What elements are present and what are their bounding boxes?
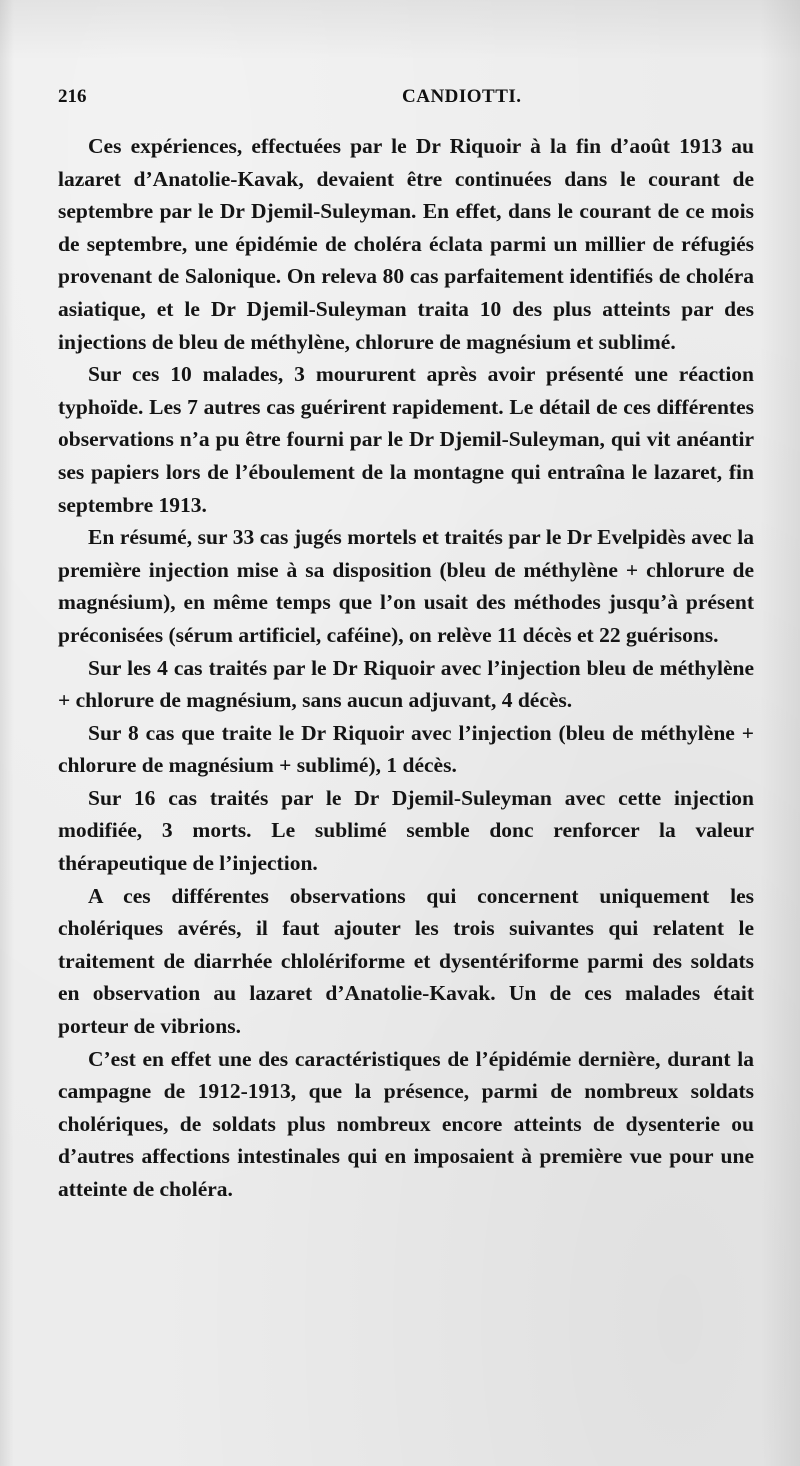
body-text (58, 130, 754, 1206)
paragraph-1: Ces expériences, effectuées par le Dr Riquoir à la fin d’août 1913 au lazaret d’Anatolie-Kavak, devaient être continuées dans le courant de septembre par le Dr Djemil-Suleyman. En effet, dans le courant de ce mois de septembre, une épidémie de choléra éclata parmi un millier de réfugiés provenant de Salonique. On releva 80 cas parfaitement identifiés de choléra asiatique, et le Dr Djemil-Suleyman traita 10 des plus atteints par des injections de bleu de méthylène, chlorure de magnésium et sublimé. (58, 134, 754, 354)
paragraph-5: Sur 8 cas que traite le Dr Riquoir avec l’injection (bleu de méthylène + chlorure de magnésium + sublimé), 1 décès. (58, 720, 754, 778)
paragraph-6: Sur 16 cas traités par le Dr Djemil-Suleyman avec cette injection modifiée, 3 morts. Le sublimé semble donc renforcer la valeur thérapeutique de l’injection. (58, 785, 754, 876)
paragraph-2: Sur ces 10 malades, 3 moururent après avoir présenté une réaction typhoïde. Les 7 autres cas guérirent rapidement. Le détail de ces différentes observations n’a pu être fourni par le Dr Djemil-Suleyman, qui vit anéantir ses papiers lors de l’éboulement de la montagne qui entraîna le lazaret, fin septembre 1913. (58, 362, 754, 517)
running-head: CANDIOTTI. (402, 86, 522, 107)
paragraph-3: En résumé, sur 33 cas jugés mortels et traités par le Dr Evelpidès avec la première injection mise à sa disposition (bleu de méthylène + chlorure de magnésium), en même temps que l’on usait des méthodes jusqu’à présent préconisées (sérum artificiel, caféine), on relève 11 décès et 22 guérisons. (58, 525, 754, 647)
page-header (58, 86, 748, 116)
page-number: 216 (58, 86, 87, 107)
paragraph-4: Sur les 4 cas traités par le Dr Riquoir avec l’injection bleu de méthylène + chlorure de magnésium, sans aucun adjuvant, 4 décès. (58, 655, 754, 713)
paragraph-8: C’est en effet une des caractéristiques de l’épidémie dernière, durant la campagne de 1912-1913, que la présence, parmi de nombreux soldats cholériques, de soldats plus nombreux encore atteints de dysenterie ou d’autres affections intestinales qui en imposaient à première vue pour une atteinte de choléra. (58, 1046, 754, 1201)
page-shadow-right (760, 0, 800, 1466)
page-shadow-top (0, 0, 800, 60)
page-shadow-left (0, 0, 14, 1466)
paragraph-7: A ces différentes observations qui concernent uniquement les cholériques avérés, il faut ajouter les trois suivantes qui relatent le traitement de diarrhée chlolériforme et dysentériforme parmi des soldats en observation au lazaret d’Anatolie-Kavak. Un de ces malades était porteur de vibrions. (58, 883, 754, 1039)
